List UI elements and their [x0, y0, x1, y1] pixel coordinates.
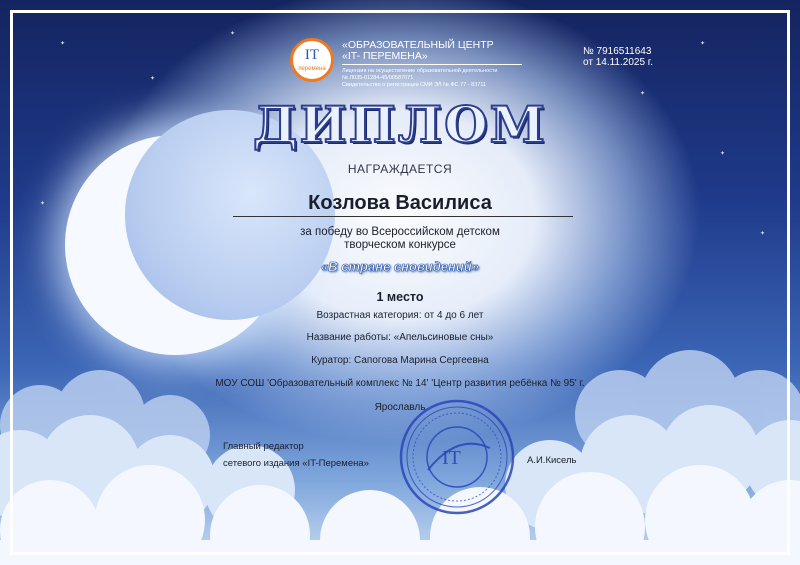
star-icon: ✦	[720, 151, 726, 157]
age-category: Возрастная категория: от 4 до 6 лет	[316, 310, 484, 321]
editor-role	[223, 438, 369, 472]
signer-name: А.И.Кисель	[527, 455, 577, 466]
logo-text: IT	[304, 47, 320, 63]
logo-subtext: перемена	[298, 66, 326, 72]
star-icon: ✦	[700, 41, 706, 47]
award-reason	[0, 226, 800, 252]
license-info	[342, 68, 532, 89]
recipient-underline	[233, 216, 573, 217]
editor-role-line2: сетевого издания «IT-Перемена»	[223, 458, 369, 469]
star-icon: ✦	[40, 201, 46, 207]
city: Ярославль	[374, 402, 426, 413]
star-icon: ✦	[60, 41, 66, 47]
organization-logo	[290, 38, 334, 82]
official-stamp-icon	[398, 398, 516, 516]
license-line: Лицензия на осуществление образовательной деятельности	[342, 68, 498, 74]
document-number-block	[583, 46, 653, 68]
media-registration: Свидетельство о регистрации СМИ ЭЛ № ФС 77 - 83711	[342, 82, 487, 88]
license-number: № Л035-01284-45/00587071	[342, 75, 414, 81]
contest-name: «В стране сновидений»	[321, 259, 479, 274]
star-icon: ✦	[760, 231, 766, 237]
place-awarded: 1 место	[376, 290, 424, 304]
star-icon: ✦	[230, 31, 236, 37]
organization-name-line1: «ОБРАЗОВАТЕЛЬНЫЙ ЦЕНТР	[342, 39, 494, 51]
diploma-title: ДИПЛОМ	[252, 95, 548, 154]
star-icon: ✦	[640, 91, 646, 97]
curator: Куратор: Сапогова Марина Сергеевна	[311, 355, 489, 366]
document-number: № 7916511643	[583, 46, 652, 57]
svg-text:IT: IT	[442, 447, 461, 469]
award-reason-line1: за победу во Всероссийском детском	[300, 226, 500, 238]
organization-name-line2: «IT- ПЕРЕМЕНА»	[342, 50, 428, 62]
star-icon: ✦	[150, 76, 156, 82]
organization-name	[342, 40, 522, 65]
recipient-name: Козлова Василиса	[308, 192, 492, 214]
work-title: Название работы: «Апельсиновые сны»	[306, 332, 494, 343]
awarded-label: НАГРАЖДАЕТСЯ	[347, 162, 453, 176]
school: МОУ СОШ 'Образовательный комплекс № 14' 'Центр развития ребёнка № 95' г.	[215, 378, 585, 389]
award-reason-line2: творческом конкурсе	[344, 239, 456, 251]
document-date: от 14.11.2025 г.	[583, 57, 653, 68]
editor-role-line1: Главный редактор	[223, 441, 304, 452]
